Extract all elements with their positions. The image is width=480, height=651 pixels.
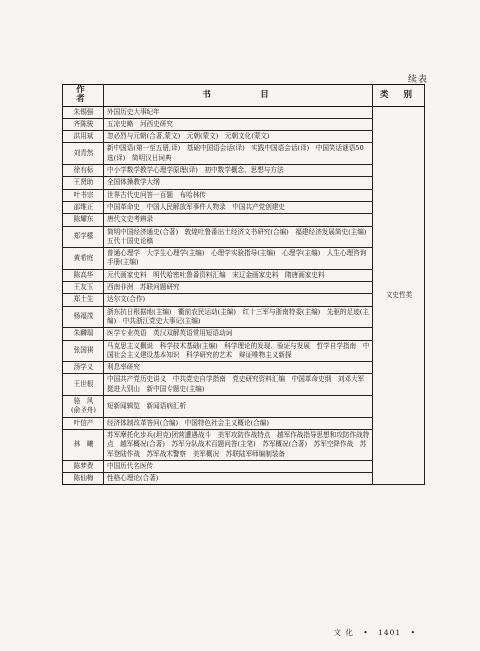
author-name: 徐有标 [63,165,104,177]
footer-bullet-end: • [410,628,416,637]
book-list: 医学专业英语 英汉双解英语常用短语动词 [104,328,373,340]
book-list: 全国体操教学大纲 [104,177,373,189]
book-list: 浙东抗日根据地(主编) 衢前农民运动(主编) 红十三军与浙南特委(主编) 先驱的足迹(主编) 中共浙江党史大事记(主编) [104,306,373,328]
table-row [63,165,425,177]
book-list: 元代画家史料 明代哈密吐鲁番资料汇编 宋辽金画家史料 隋唐画家史料 [104,269,373,281]
table-body [63,106,425,485]
book-list: 经济体制改革答问(合编) 中国特色社会主义概论(合编) [104,417,373,429]
book-list: 五凉史略 河西史研究 [104,118,373,130]
author-name: 陈梦费 [63,460,104,472]
page-footer [333,627,422,638]
header-books: 书 目 [104,85,373,107]
author-name: 朱麟瑞 [63,328,104,340]
table-row [63,248,425,270]
table-row [63,362,425,374]
author-name: 郑土生 [63,294,104,306]
table-row [63,396,425,418]
table-header-row [63,85,425,107]
author-name: 王贤助 [63,177,104,189]
author-name: 陈高华 [63,269,104,281]
bibliography-table [62,84,425,485]
book-list: 马克思主义概说 科学技术基础(主编) 科学理论的发现、验证与发展 哲学自学指南 中国社会主义建设基本知识 科学研究的艺术 辩证唯物主义新探 [104,340,373,362]
table-row [63,201,425,213]
author-name: 叶书宗 [63,189,104,201]
book-list: 中国革命史 中国人民解放军事件人物录 中国共产党创建史 [104,201,373,213]
table-row [63,177,425,189]
table-row [63,460,425,472]
book-list: 新中国语(第一至五册,译) 基础中国语会话(译) 实践中国语会话(译) 中国笑话谜语50选(译) 简明汉日词典 [104,143,373,165]
author-name: 陈仙梅 [63,473,104,485]
book-list: 中国历代名医传 [104,460,373,472]
book-list: 性格心理论(合著) [104,473,373,485]
author-name: 汤学义 [63,362,104,374]
author-name: 黄希庭 [63,248,104,270]
continued-label: 续表 [407,75,428,85]
table-row [63,282,425,294]
table-row [63,429,425,460]
table-row [63,374,425,396]
table-row [63,294,425,306]
book-list: 普通心理学 大学生心理学(主编) 心理学实验指导(主编) 心理学(主编) 人生心理咨询手册(主编) [104,248,373,270]
table-row [63,214,425,226]
header-author: 作 者 [63,85,104,107]
author-name: 洪用斌 [63,131,104,143]
author-name: 骆 风 (俞圣舟) [63,396,104,418]
footer-page-number: 1401 [378,628,402,637]
table-row [63,340,425,362]
table-row [63,143,425,165]
table-row [63,131,425,143]
book-list: 中小学数学教学心理学原理(译) 初中数学概念、思想与方法 [104,165,373,177]
table-row [63,306,425,328]
author-name: 齐陈骏 [63,118,104,130]
category-cell: 文史哲类 [373,106,425,485]
author-name: 邵维正 [63,201,104,213]
table-row [63,473,425,485]
book-list: 西南非洲 苏联问题研究 [104,282,373,294]
table-row [63,189,425,201]
book-list: 世界古代史问答一百题 布哈林传 [104,189,373,201]
author-name: 王世根 [63,374,104,396]
author-name: 陈耀东 [63,214,104,226]
author-name: 叶信产 [63,417,104,429]
author-name: 林 曦 [63,429,104,460]
book-list: 中国共产党历史讲义 中共党史自学指南 党史研究资料汇编 中国革命史纲 刘邓大军挺进大别山 新中国专题史(主编) [104,374,373,396]
author-name: 王友玉 [63,282,104,294]
book-list: 外国历史大事纪年 [104,106,373,118]
author-name: 朱锡强 [63,106,104,118]
author-name: 杨福茂 [63,306,104,328]
footer-section: 文 化 [333,628,354,637]
author-name: 郑学檬 [63,226,104,248]
header-category: 类 别 [373,85,425,107]
book-list: 利息率研究 [104,362,373,374]
book-list: 忽必烈与元朝(合著,蒙文) 元朝(蒙文) 元朝文化(蒙文) [104,131,373,143]
table-row [63,118,425,130]
table-row [63,269,425,281]
table-row [63,226,425,248]
footer-bullet: • [363,628,369,637]
table-row [63,417,425,429]
book-list: 短新闻辑览 新闻语病汇析 [104,396,373,418]
author-name: 张国祺 [63,340,104,362]
author-name: 刘青然 [63,143,104,165]
book-list: 唐代文史考辨录 [104,214,373,226]
book-list: 苏军摩托化步兵(坦克)团营遭遇战斗 美军攻防作战特点 越军作战指导思想和攻防作战特点 越军概况(合著) 苏军分队战术百题问答(主笔) 苏军概况(合著) 苏军空降作战 苏军登陆作战 苏军战术警察 美军概况 苏联陆军师编制装备 [104,429,373,460]
book-list: 简明中国经济通史(合著) 敦煌吐鲁番出土经济文书研究(合编) 福建经济发展简史(主编) 五代十国史论稿 [104,226,373,248]
table-row [63,106,425,118]
table-row [63,328,425,340]
book-list: 达尔文(合作) [104,294,373,306]
